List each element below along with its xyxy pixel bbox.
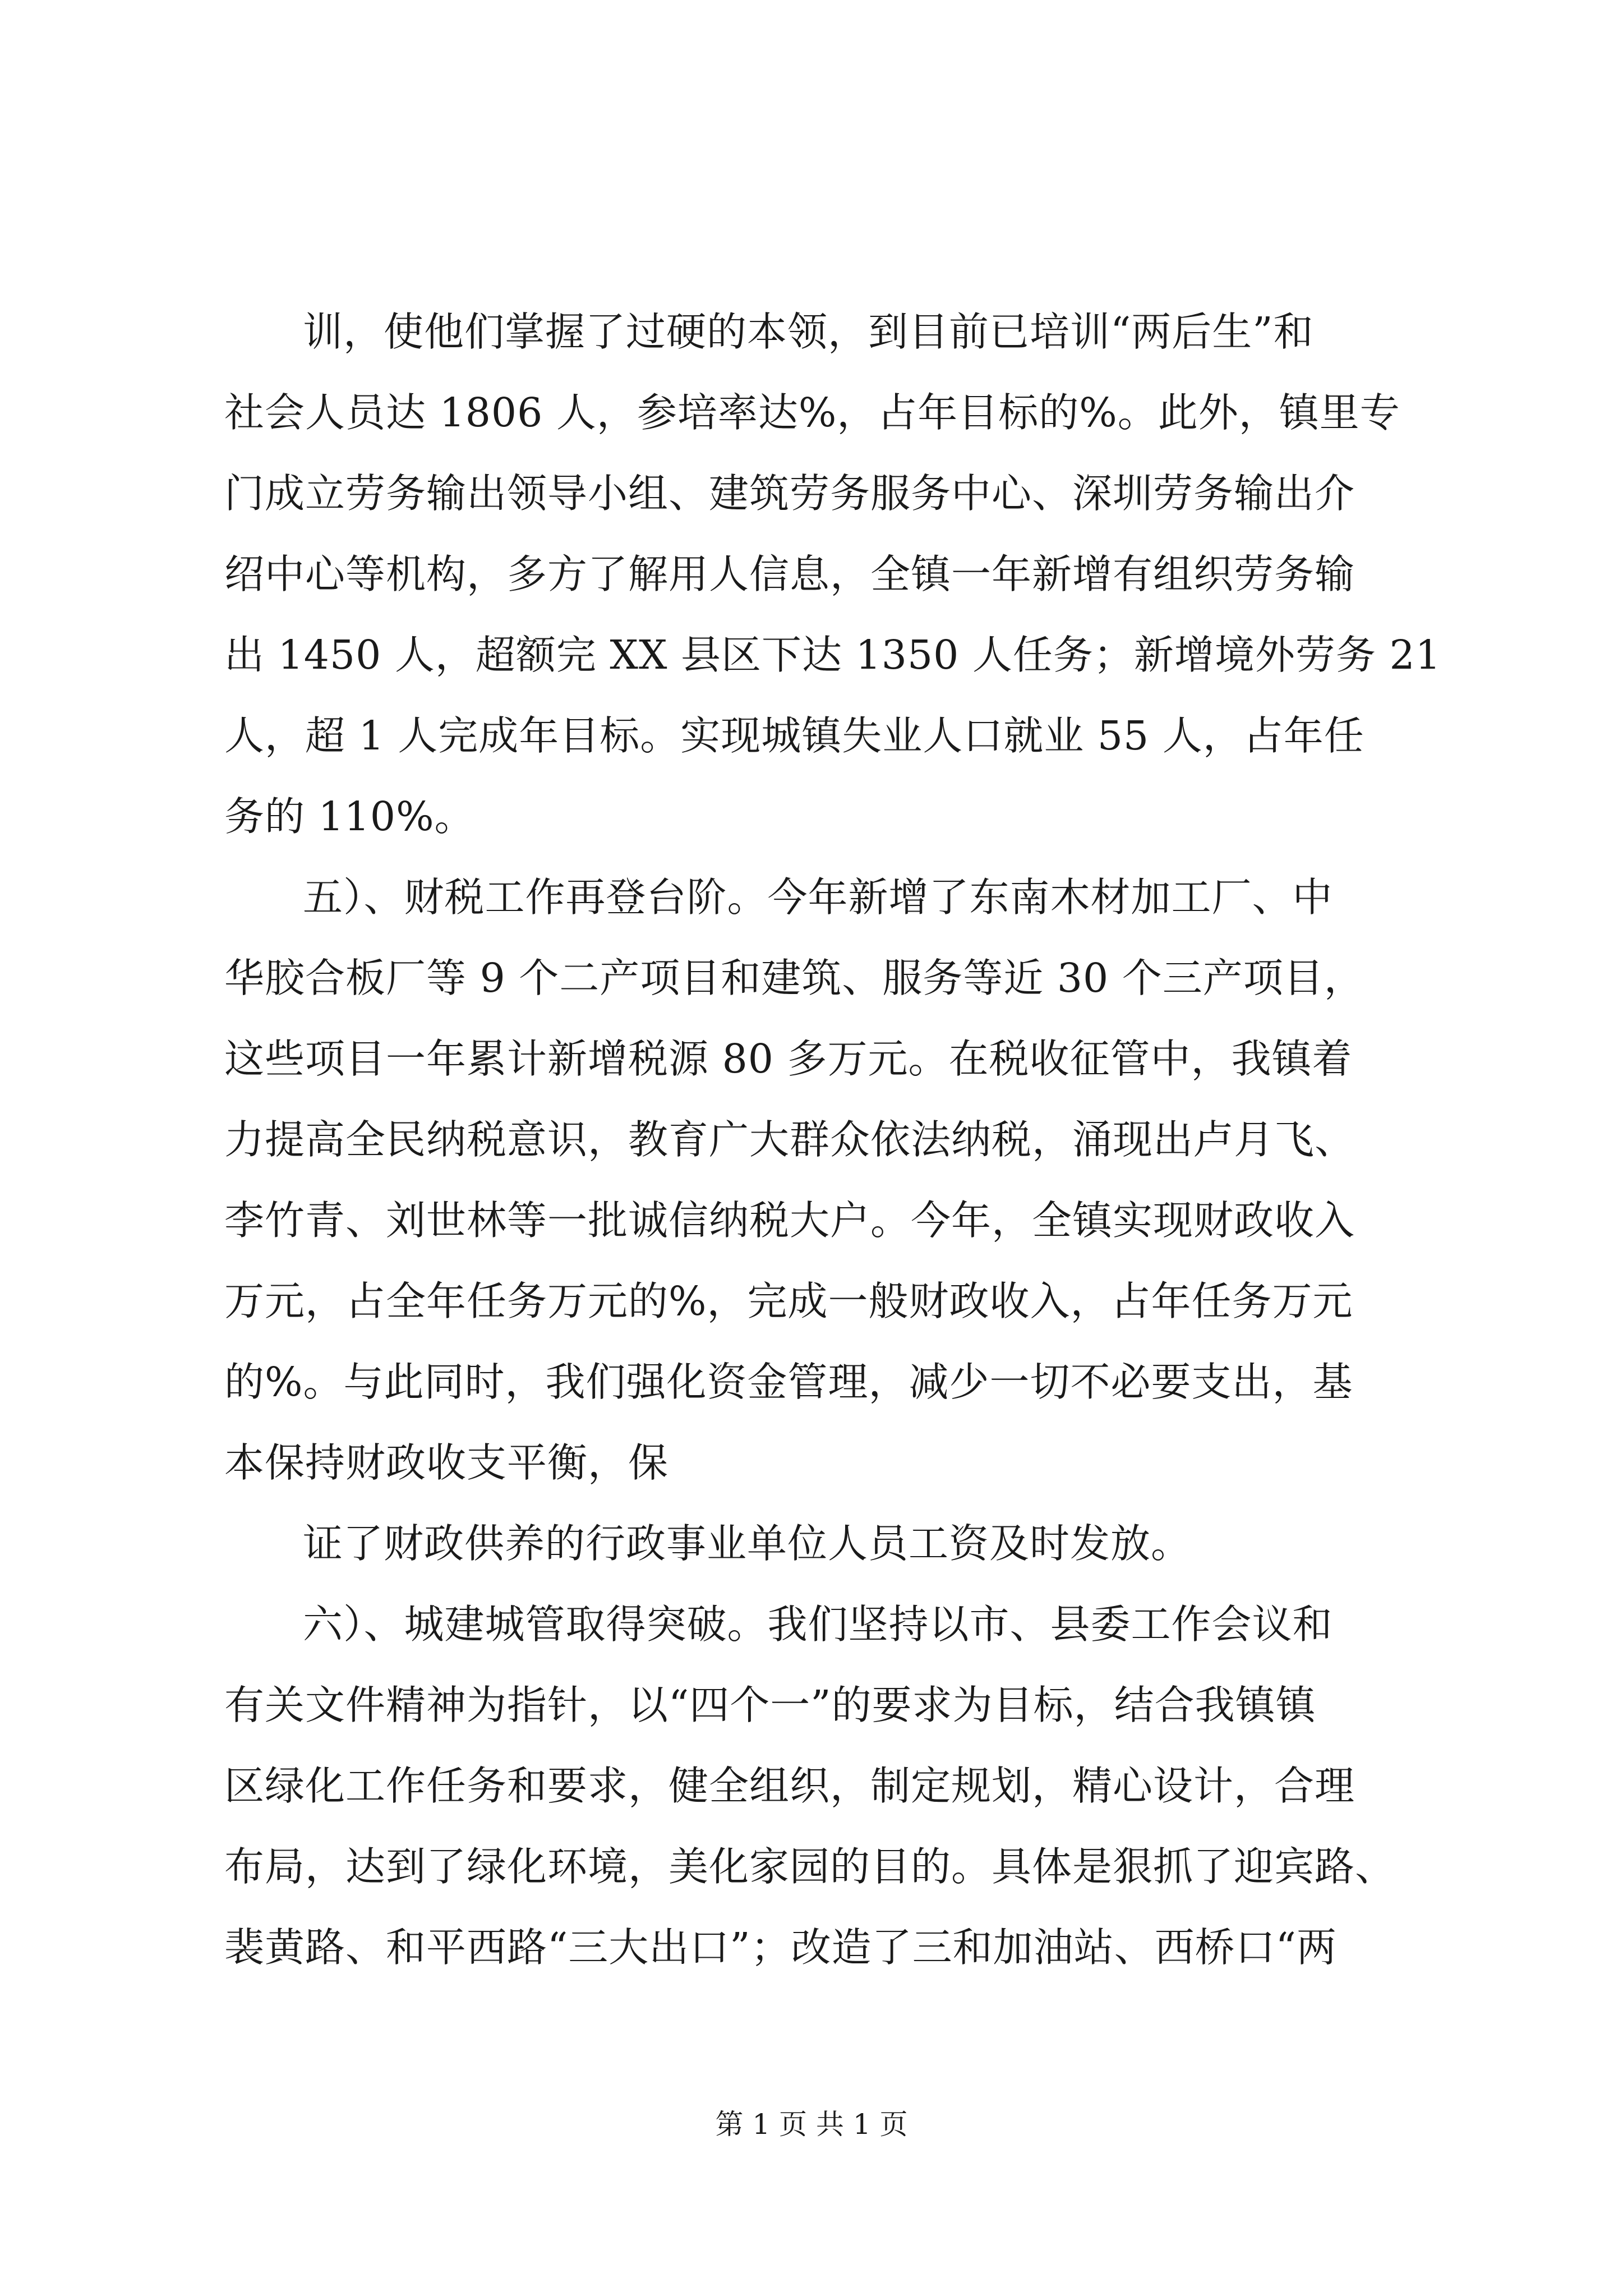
paragraph-line: 这些项目一年累计新增税源 80 多万元。在税收征管中，我镇着 (224, 1036, 1353, 1082)
paragraph-line: 出 1450 人，超额完 XX 县区下达 1350 人任务；新增境外劳务 21 (224, 632, 1441, 678)
paragraph-line: 布局，达到了绿化环境，美化家园的目的。具体是狠抓了迎宾路、 (224, 1843, 1396, 1890)
paragraph-line: 力提高全民纳税意识，教育广大群众依法纳税，涌现出卢月飞、 (224, 1116, 1355, 1163)
paragraph-line: 六）、城建城管取得突破。我们坚持以市、县委工作会议和 (303, 1601, 1333, 1648)
paragraph-line: 绍中心等机构，多方了解用人信息，全镇一年新增有组织劳务输 (224, 551, 1355, 597)
paragraph-line: 华胶合板厂等 9 个二产项目和建筑、服务等近 30 个三产项目， (224, 955, 1364, 1001)
paragraph-line: 的%。与此同时，我们强化资金管理，减少一切不必要支出，基 (224, 1359, 1353, 1405)
paragraph-line: 五）、财税工作再登台阶。今年新增了东南木材加工厂、中 (303, 874, 1333, 921)
paragraph-line: 人，超 1 人完成年目标。实现城镇失业人口就业 55 人，占年任 (224, 712, 1364, 759)
paragraph-line: 裴黄路、和平西路“三大出口”；改造了三和加油站、西桥口“两 (224, 1924, 1337, 1971)
paragraph-line: 门成立劳务输出领导小组、建筑劳务服务中心、深圳劳务输出介 (224, 470, 1355, 517)
page-number-footer: 第 1 页 共 1 页 (715, 2108, 908, 2141)
paragraph-line: 训，使他们掌握了过硬的本领，到目前已培训“两后生”和 (303, 309, 1314, 355)
paragraph-line: 李竹青、刘世林等一批诚信纳税大户。今年，全镇实现财政收入 (224, 1197, 1355, 1244)
paragraph-line: 务的 110%。 (224, 793, 475, 840)
paragraph-line: 万元，占全年任务万元的%，完成一般财政收入，占年任务万元 (224, 1278, 1353, 1324)
paragraph-line: 社会人员达 1806 人，参培率达%，占年目标的%。此外，镇里专 (224, 389, 1400, 436)
paragraph-line: 区绿化工作任务和要求，健全组织，制定规划，精心设计，合理 (224, 1763, 1355, 1809)
paragraph-line: 有关文件精神为指针，以“四个一”的要求为目标，结合我镇镇 (224, 1682, 1316, 1728)
paragraph-line: 本保持财政收支平衡，保 (224, 1439, 669, 1486)
paragraph-line: 证了财政供养的行政事业单位人员工资及时发放。 (303, 1520, 1192, 1567)
